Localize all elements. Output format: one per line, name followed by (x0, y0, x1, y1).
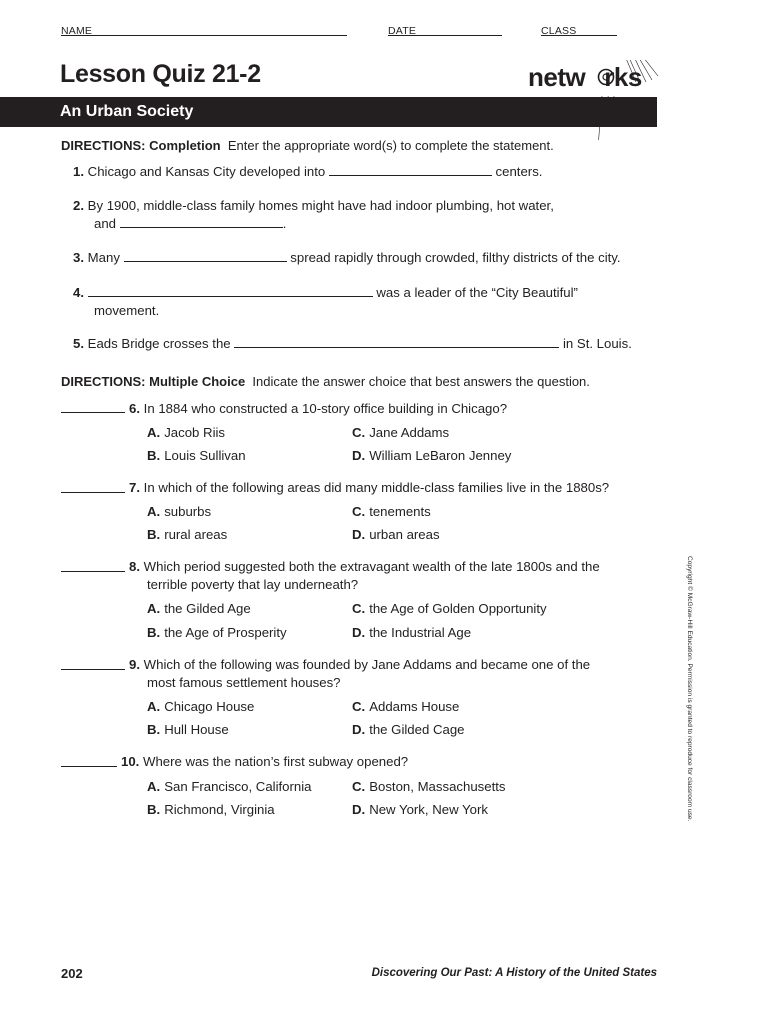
choice-6a[interactable]: A. Jacob Riis (147, 425, 226, 440)
choice-8b[interactable]: B. the Age of Prosperity (147, 625, 287, 640)
class-label: CLASS (541, 25, 577, 37)
date-blank[interactable] (388, 25, 502, 36)
choice-9d[interactable]: D. the Gilded Cage (352, 722, 465, 737)
networks-logo (528, 60, 660, 98)
multiple-choice-directions: DIRECTIONS: Multiple Choice Indicate the answer choice that best answers the question. (61, 374, 590, 389)
mc-question-8: 8. Which period suggested both the extravagant wealth of the late 1800s and the terrible poverty that lay underneath? (129, 559, 600, 592)
choice-6d[interactable]: D. William LeBaron Jenney (352, 448, 512, 463)
page-title: Lesson Quiz 21-2 (60, 60, 261, 88)
choice-6b[interactable]: B. Louis Sullivan (147, 448, 246, 463)
completion-question-2: 2. By 1900, middle-class family homes might have had indoor plumbing, hot water, and . (73, 198, 554, 231)
choice-8d[interactable]: D. the Industrial Age (352, 625, 472, 640)
answer-blank-4[interactable] (88, 284, 373, 297)
choice-10b[interactable]: B. Richmond, Virginia (147, 802, 275, 817)
answer-line-10[interactable] (61, 754, 117, 767)
student-info-line (61, 25, 657, 41)
completion-question-4: 4. was a leader of the “City Beautiful” movement. (73, 285, 578, 318)
choice-8c[interactable]: C. the Age of Golden Opportunity (352, 601, 547, 616)
book-title: Discovering Our Past: A History of the United States (371, 967, 657, 979)
page-number: 202 (61, 966, 83, 981)
answer-blank-5[interactable] (234, 335, 559, 348)
choice-7b[interactable]: B. rural areas (147, 527, 228, 542)
answer-line-8[interactable] (61, 559, 125, 572)
section-header-bar (0, 97, 657, 127)
section-title: An Urban Society (60, 103, 194, 120)
mc-question-7: 7. In which of the following areas did many middle-class families live in the 1880s? (129, 480, 610, 495)
date-label: DATE (388, 25, 417, 37)
choice-9b[interactable]: B. Hull House (147, 722, 229, 737)
mc-question-10: 10. Where was the nation’s first subway opened? (121, 754, 409, 769)
completion-question-5: 5. Eads Bridge crosses the in St. Louis. (73, 336, 632, 351)
choice-10a[interactable]: A. San Francisco, California (147, 779, 312, 794)
copyright-notice: Copyright © McGraw-Hill Education. Permission is granted to reproduce for classroom use. (686, 556, 693, 822)
choice-7a[interactable]: A. suburbs (147, 504, 212, 519)
answer-blank-2[interactable] (120, 215, 283, 228)
answer-blank-3[interactable] (124, 249, 287, 262)
mc-question-9: 9. Which of the following was founded by Jane Addams and became one of the most famous settlement houses? (129, 657, 591, 690)
choice-9c[interactable]: C. Addams House (352, 699, 460, 714)
choice-10c[interactable]: C. Boston, Massachusetts (352, 779, 506, 794)
choice-6c[interactable]: C. Jane Addams (352, 425, 450, 440)
logo-text-left: netw (528, 62, 586, 92)
choice-7d[interactable]: D. urban areas (352, 527, 440, 542)
class-blank[interactable] (541, 25, 617, 36)
answer-blank-1[interactable] (329, 163, 492, 176)
completion-question-1: 1. Chicago and Kansas City developed into centers. (73, 164, 543, 179)
choice-8a[interactable]: A. the Gilded Age (147, 601, 251, 616)
logo-text-right: rks (604, 62, 642, 92)
choice-9a[interactable]: A. Chicago House (147, 699, 255, 714)
name-label: NAME (61, 25, 93, 37)
name-blank[interactable] (61, 25, 347, 36)
completion-directions: DIRECTIONS: Completion Enter the appropriate word(s) to complete the statement. (61, 138, 554, 153)
answer-line-7[interactable] (61, 480, 125, 493)
choice-7c[interactable]: C. tenements (352, 504, 431, 519)
answer-line-6[interactable] (61, 400, 125, 413)
answer-line-9[interactable] (61, 657, 125, 670)
completion-question-3: 3. Many spread rapidly through crowded, filthy districts of the city. (73, 250, 621, 265)
choice-10d[interactable]: D. New York, New York (352, 802, 488, 817)
mc-question-6: 6. In 1884 who constructed a 10-story office building in Chicago? (129, 401, 508, 416)
